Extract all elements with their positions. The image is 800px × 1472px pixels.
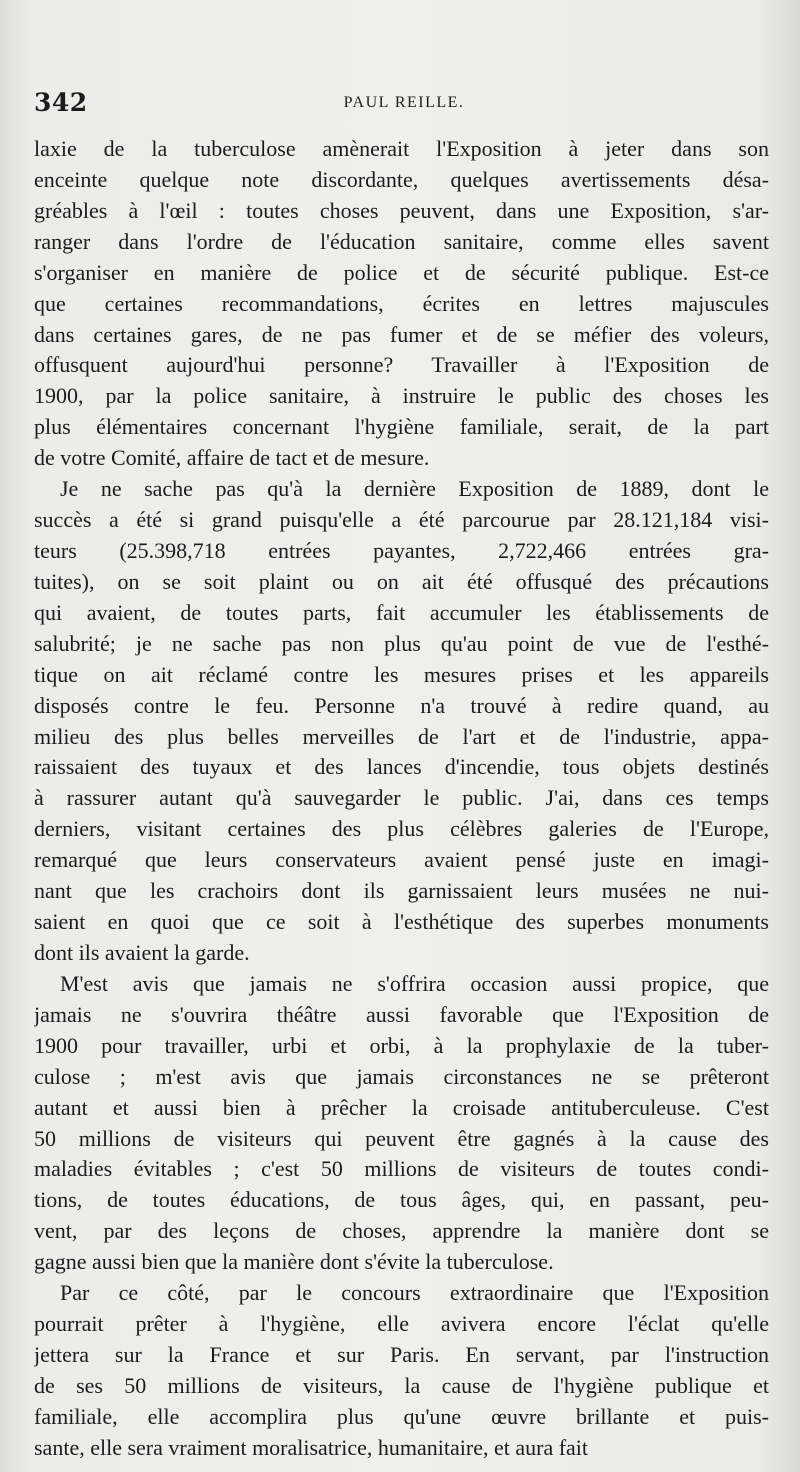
text-line: dans certaines gares, de ne pas fumer et de se méfier des voleurs, [34, 321, 769, 347]
text-line: s'organiser en manière de police et de sécurité publique. Est-ce [34, 259, 769, 285]
text-line: 1900, par la police sanitaire, à instruire le public des choses les [34, 383, 769, 409]
text-line: raissaient des tuyaux et des lances d'incendie, tous objets destinés [34, 754, 769, 780]
text-line: culose ; m'est avis que jamais circonstances ne se prêteront [34, 1063, 769, 1089]
text-line: que certaines recommandations, écrites en lettres majuscules [34, 290, 769, 316]
text-line: saient en quoi que ce soit à l'esthétique des superbes monuments [34, 909, 769, 935]
text-line: derniers, visitant certaines des plus célèbres galeries de l'Europe, [34, 816, 769, 842]
text-line: plus élémentaires concernant l'hygiène familiale, serait, de la part [34, 414, 769, 440]
text-line: nant que les crachoirs dont ils garnissaient leurs musées ne nui- [34, 878, 769, 904]
running-head: PAUL REILLE. [343, 94, 465, 111]
text-line: salubrité; je ne sache pas non plus qu'au point de vue de l'esthé- [34, 630, 769, 656]
text-line: tions, de toutes éducations, de tous âges, qui, en passant, peu- [34, 1187, 769, 1213]
text-line: ranger dans l'ordre de l'éducation sanitaire, comme elles savent [34, 228, 769, 254]
text-line: jettera sur la France et sur Paris. En servant, par l'instruction [34, 1341, 769, 1367]
text-line: milieu des plus belles merveilles de l'art et de l'industrie, appa- [34, 723, 769, 749]
text-line: 1900 pour travailler, urbi et orbi, à la prophylaxie de la tuber- [34, 1032, 769, 1058]
page-number: 342 [34, 88, 88, 117]
text-line: Par ce côté, par le concours extraordinaire que l'Exposition [60, 1280, 769, 1306]
text-line: maladies évitables ; c'est 50 millions de visiteurs de toutes condi- [34, 1156, 769, 1182]
body-text [34, 134, 769, 1464]
text-line: dont ils avaient la garde. [34, 939, 250, 965]
text-line: jamais ne s'ouvrira théâtre aussi favorable que l'Exposition de [34, 1001, 769, 1027]
text-line: gréables à l'œil : toutes choses peuvent, dans une Exposition, s'ar- [34, 197, 769, 223]
text-line: gagne aussi bien que la manière dont s'évite la tuberculose. [34, 1249, 554, 1275]
text-line: laxie de la tuberculose amènerait l'Exposition à jeter dans son [34, 136, 769, 161]
text-line: vent, par des leçons de choses, apprendre la manière dont se [34, 1218, 769, 1244]
text-line: enceinte quelque note discordante, quelques avertissements désa- [34, 166, 769, 192]
text-line: sante, elle sera vraiment moralisatrice, humanitaire, et aura fait [34, 1434, 589, 1460]
text-line: à rassurer autant qu'à sauvegarder le public. J'ai, dans ces temps [34, 785, 769, 811]
text-line: tique on ait réclamé contre les mesures prises et les appareils [34, 661, 769, 687]
text-line: qui avaient, de toutes parts, fait accumuler les établissements de [34, 599, 769, 625]
text-line: teurs (25.398,718 entrées payantes, 2,722,466 entrées gra- [34, 537, 769, 563]
text-line: Je ne sache pas qu'à la dernière Exposition de 1889, dont le [60, 476, 769, 502]
text-line: de votre Comité, affaire de tact et de mesure. [34, 445, 430, 471]
text-line: succès a été si grand puisqu'elle a été parcourue par 28.121,184 visi- [34, 507, 769, 533]
page-header [34, 88, 774, 120]
text-line: M'est avis que jamais ne s'offrira occasion aussi propice, que [60, 970, 769, 996]
text-line: pourrait prêter à l'hygiène, elle avivera encore l'éclat qu'elle [34, 1311, 769, 1337]
text-line: 50 millions de visiteurs qui peuvent être gagnés à la cause des [34, 1125, 769, 1151]
text-line: autant et aussi bien à prêcher la croisade antituberculeuse. C'est [34, 1094, 769, 1120]
text-line: remarqué que leurs conservateurs avaient pensé juste en imagi- [34, 847, 769, 873]
text-line: de ses 50 millions de visiteurs, la cause de l'hygiène publique et [34, 1372, 769, 1398]
text-line: offusquent aujourd'hui personne? Travailler à l'Exposition de [34, 352, 769, 378]
text-line: disposés contre le feu. Personne n'a trouvé à redire quand, au [34, 692, 769, 718]
text-line: tuites), on se soit plaint ou on ait été offusqué des précautions [34, 568, 769, 594]
text-line: familiale, elle accomplira plus qu'une œuvre brillante et puis- [34, 1403, 769, 1429]
